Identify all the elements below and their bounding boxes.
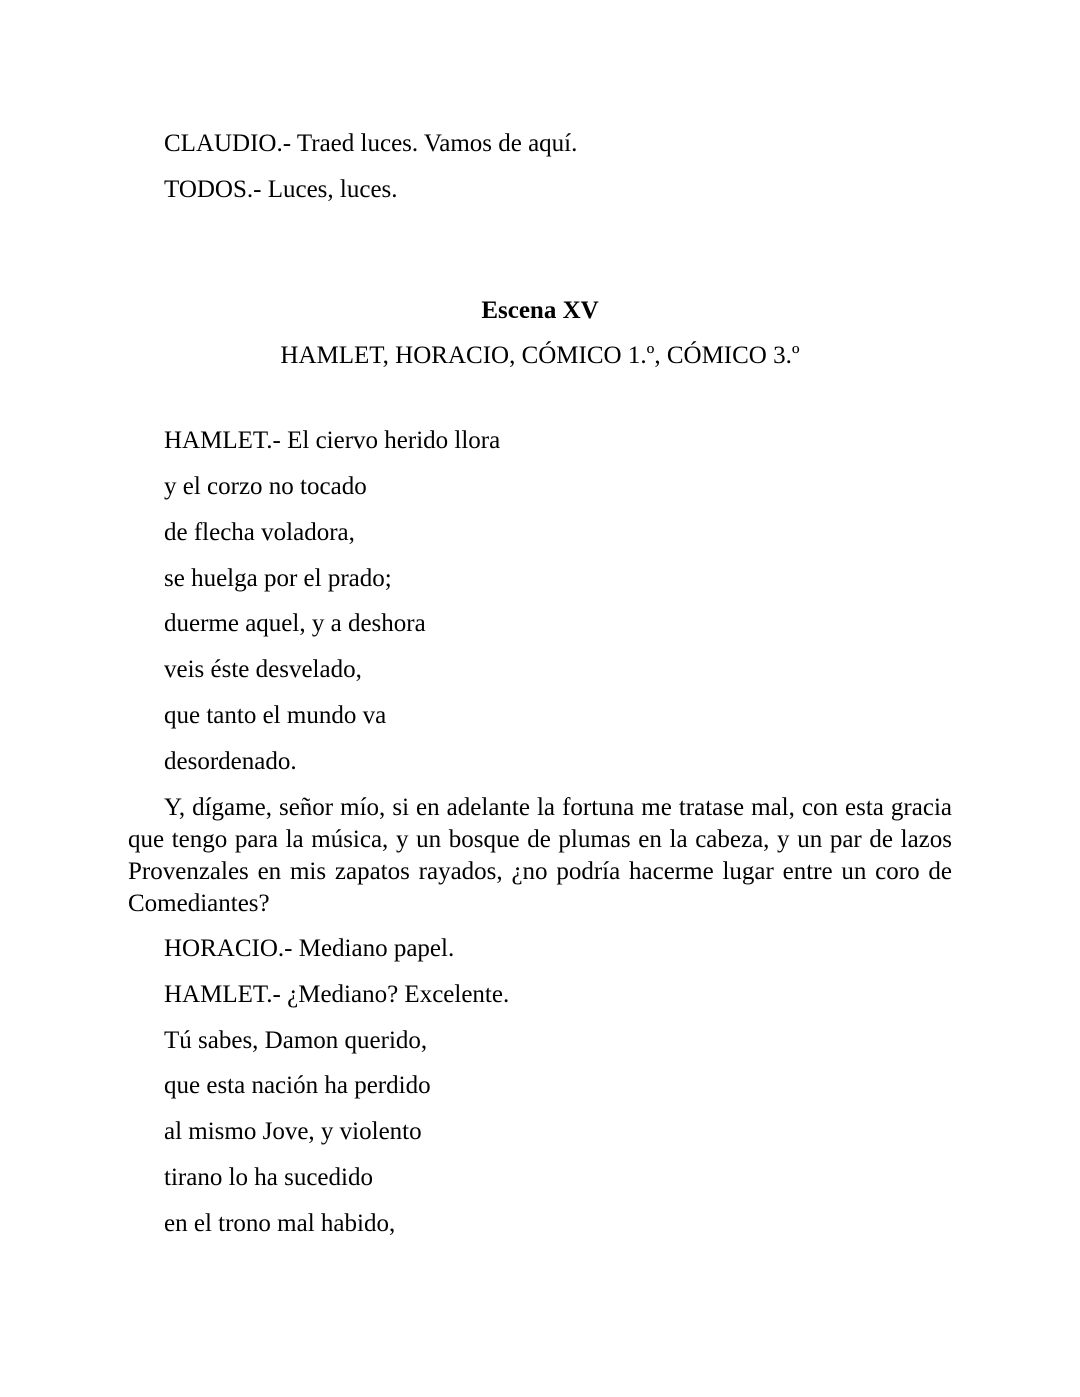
verse-line: y el corzo no tocado [164, 473, 367, 500]
dialogue-line-todos: TODOS.- Luces, luces. [164, 176, 398, 203]
scene-title: Escena XV [481, 297, 599, 324]
dialogue-line-horacio: HORACIO.- Mediano papel. [164, 935, 455, 962]
verse-line: desordenado. [164, 748, 297, 775]
verse-line: que esta nación ha perdido [164, 1072, 431, 1099]
verse-line: que tanto el mundo va [164, 702, 387, 729]
dialogue-line-claudio: CLAUDIO.- Traed luces. Vamos de aquí. [164, 130, 578, 157]
verse-line: de flecha voladora, [164, 519, 355, 546]
verse-line: al mismo Jove, y violento [164, 1118, 422, 1145]
verse-line: se huelga por el prado; [164, 565, 392, 592]
verse-line: HAMLET.- El ciervo herido llora [164, 427, 501, 454]
verse-line: duerme aquel, y a deshora [164, 610, 426, 637]
prose-paragraph: Y, dígame, señor mío, si en adelante la fortuna me tratase mal, con esta gracia que tengo para la música, y un bosque de plumas en la cabeza, y un par de lazos Provenzales en mis zapatos rayados, ¿no podría hacerme lugar entre un coro de Comediantes? [128, 794, 952, 917]
dialogue-line-hamlet: HAMLET.- ¿Mediano? Excelente. [164, 981, 510, 1008]
scene-characters: HAMLET, HORACIO, CÓMICO 1.º, CÓMICO 3.º [280, 342, 800, 369]
verse-line: Tú sabes, Damon querido, [164, 1027, 428, 1054]
verse-line: veis éste desvelado, [164, 656, 362, 683]
verse-line: tirano lo ha sucedido [164, 1164, 373, 1191]
verse-line: en el trono mal habido, [164, 1210, 396, 1237]
